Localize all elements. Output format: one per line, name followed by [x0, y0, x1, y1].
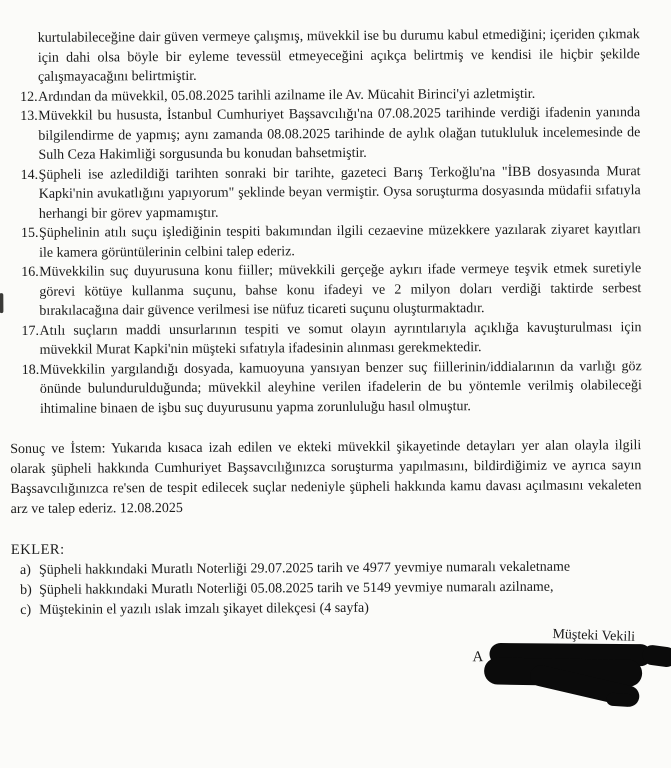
paragraph-continuation: kurtulabileceğine dair güven vermeye çalışmış, müvekkil ise bu durumu kabul etmediğini; içeriden çıkmak için dahi olsa böyle bir eyleme tevessül etmeyeceğini açıkça belirtmiş ve kendisi ile hiçbir şekilde çalışmayacağını belirtmiştir.: [37, 27, 640, 85]
item-text: Şüpheli ise azledildiği tarihten sonraki bir tarihte, gazeteci Barış Terkoğlu'na "İBB dosyasında Murat Kapki'nin avukatlığını yapıyorum" şeklinde beyan vermiştir. Oysa soruşturma dosyasında müdafii sıfatıyla herhangi bir görev yapmamıştır.: [38, 163, 641, 222]
list-item-18: [21, 357, 642, 419]
item-number: 14.: [20, 167, 39, 183]
signature-name-prefix: A: [472, 649, 484, 666]
attachment-text: Şüpheli hakkındaki Muratlı Noterliği 05.08.2025 tarih ve 5149 yevmiye numaralı azilname,: [39, 579, 554, 598]
attachment-text: Müştekinin el yazılı ıslak imzalı şikayet dilekçesi (4 sayfa): [39, 600, 369, 618]
list-item-17: [21, 318, 642, 361]
list-item-16: [21, 259, 642, 321]
item-number: 15.: [20, 225, 39, 241]
list-item-14: [20, 162, 641, 224]
signature-title: Müşteki Vekili: [552, 626, 636, 645]
list-item-15: [20, 220, 641, 263]
attachment-letter: b): [20, 582, 32, 598]
attachment-item-c: [20, 597, 647, 621]
attachments-list: [1, 557, 671, 621]
attachment-letter: c): [20, 602, 32, 618]
attachment-letter: a): [19, 562, 31, 578]
signature-block: [1, 628, 671, 757]
item-number: 17.: [21, 323, 40, 339]
item-number: 13.: [20, 108, 38, 124]
conclusion-paragraph: Sonuç ve İstem: Yukarıda kısaca izah edilen ve ekteki müvekkil şikayetinde detayları yer alan olayla ilgili olarak şüpheli hakkında Cumhuriyet Başsavcılığınızca soruşturma yapılmasını, bildirdiğimiz ve ayrıca sayın Başsavcılığınızca re'sen de tespit edilecek suçlar nedeniyle şüpheli hakkında kamu davası açılmasını vekaleten arz ve talep ederiz. 12.08.2025: [10, 438, 642, 518]
item-text: Müvekkil bu hususta, İstanbul Cumhuriyet Başsavcılığı'na 07.08.2025 tarihinde verdiği ifadenin yanında bilgilendirme de yapmış; aynı zamanda 08.08.2025 tarihinde de aylık olağan tutukluluk incelemesinde de Sulh Ceza Hakimliği sorgusunda bu konudan bahsetmiştir.: [38, 105, 641, 163]
item-text: Müvekkilin yargılandığı dosyada, kamuoyuna yansıyan benzer suç fiillerinin/iddialarının da varlığı göz önünde bulundurulduğunda; müvekkil aleyhine verilen ifadelerin de bu yöntemle verilmiş olabileceği ihtimaline binaen de işbu suç duyurusunu yapma zorunluluğu hasıl olmuştur.: [39, 358, 642, 417]
item-number: 16.: [21, 264, 39, 280]
item-text: Atılı suçların maddi unsurlarının tespiti ve somut olayın ayrıntılarıyla açıklığa kavuşturulması için müvekkil Murat Kapki'nin müşteki sıfatıyla ifadesinin alınması gerekmektedir.: [39, 319, 642, 358]
item-text: Şüphelinin atılı suçu işlediğinin tespiti bakımından ilgili cezaevine müzekkere yazılarak ziyaret kayıtları ile kamera görüntülerinin celbini talep ederiz.: [38, 222, 641, 261]
document-page: [0, 25, 671, 768]
attachments-heading: EKLER:: [10, 541, 65, 559]
item-number: 12.: [20, 89, 38, 105]
numbered-list: [0, 83, 671, 419]
scan-artifact: [0, 293, 3, 313]
redacted-signature-icon: [480, 639, 671, 718]
list-item-13: [20, 103, 641, 165]
item-number: 18.: [21, 362, 40, 378]
item-text: Ardından da müvekkil, 05.08.2025 tarihli azilname ile Av. Mücahit Birinci'yi azletmiştir.: [38, 86, 536, 105]
attachment-text: Şüpheli hakkındaki Muratlı Noterliği 29.07.2025 tarih ve 4977 yevmiye numaralı vekaletname: [38, 559, 571, 578]
item-text: Müvekkilin suç duyurusuna konu fiiller; müvekkili gerçeğe aykırı ifade vermeye teşvik etmek suretiyle görevi kötüye kullanma suçunu, bahse konu ifadeyi ve 2 milyon doları verdiği taktirde serbest bırakılacağına dair güvence verilmesi ise nüfuz ticareti suçunu oluşturmaktadır.: [39, 261, 642, 319]
